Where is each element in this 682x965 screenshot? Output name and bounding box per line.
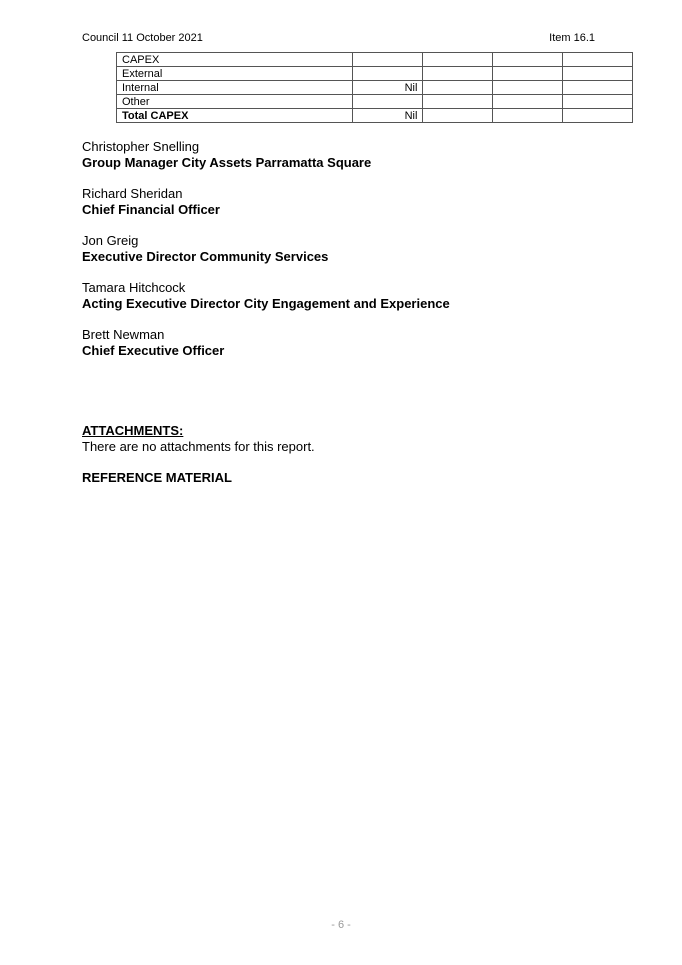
table-cell-empty xyxy=(493,81,563,95)
table-cell-value: Nil xyxy=(352,109,423,123)
table-row xyxy=(117,67,633,81)
attachments-text: There are no attachments for this report. xyxy=(82,439,315,454)
signatory-title: Executive Director Community Services xyxy=(82,249,329,264)
table-cell-empty xyxy=(423,53,493,67)
signatory-title: Chief Executive Officer xyxy=(82,343,225,358)
signatory xyxy=(82,139,602,171)
signatory xyxy=(82,327,602,359)
signatory xyxy=(82,233,602,265)
table-cell-value xyxy=(352,53,423,67)
header-item-number: Item 16.1 xyxy=(549,32,595,44)
signatory-name: Jon Greig xyxy=(82,233,139,248)
table-row xyxy=(117,81,633,95)
attachments-section xyxy=(82,423,602,455)
signatory-name: Tamara Hitchcock xyxy=(82,280,186,295)
signatory-name: Christopher Snelling xyxy=(82,139,200,154)
table-cell-label: Total CAPEX xyxy=(117,109,353,123)
table-cell-label: CAPEX xyxy=(117,53,353,67)
attachments-heading-colon: : xyxy=(179,423,184,438)
table-cell-empty xyxy=(493,95,563,109)
table-cell-empty xyxy=(563,67,633,81)
signatory-name: Brett Newman xyxy=(82,327,165,342)
table-cell-value xyxy=(352,67,423,81)
table-cell-empty xyxy=(563,95,633,109)
signatory-title: Acting Executive Director City Engagement and Experience xyxy=(82,296,450,311)
table-cell-empty xyxy=(423,109,493,123)
table-row-total xyxy=(117,109,633,123)
table-cell-empty xyxy=(423,81,493,95)
table-cell-empty xyxy=(493,53,563,67)
table-cell-empty xyxy=(493,109,563,123)
signatory xyxy=(82,280,602,312)
table-cell-empty xyxy=(493,67,563,81)
signatory xyxy=(82,186,602,218)
table-cell-label: Internal xyxy=(117,81,353,95)
table-cell-empty xyxy=(423,95,493,109)
table-row xyxy=(117,53,633,67)
signatory-title: Chief Financial Officer xyxy=(82,202,220,217)
signatory-name: Richard Sheridan xyxy=(82,186,183,201)
capex-table xyxy=(116,52,633,123)
attachments-heading-text: ATTACHMENTS xyxy=(82,423,180,438)
signatories-block xyxy=(82,139,602,374)
page-number: - 6 - xyxy=(331,919,351,931)
table-cell-label: Other xyxy=(117,95,353,109)
table-cell-empty xyxy=(563,109,633,123)
signatory-title: Group Manager City Assets Parramatta Square xyxy=(82,155,372,170)
table-cell-label: External xyxy=(117,67,353,81)
table-cell-value: Nil xyxy=(352,81,423,95)
attachments-heading xyxy=(82,423,602,439)
table-cell-empty xyxy=(563,53,633,67)
page-header xyxy=(82,32,595,46)
table-row xyxy=(117,95,633,109)
reference-material-heading: REFERENCE MATERIAL xyxy=(82,470,232,485)
table-cell-empty xyxy=(423,67,493,81)
table-cell-value xyxy=(352,95,423,109)
header-meeting-date: Council 11 October 2021 xyxy=(82,32,203,44)
table-cell-empty xyxy=(563,81,633,95)
